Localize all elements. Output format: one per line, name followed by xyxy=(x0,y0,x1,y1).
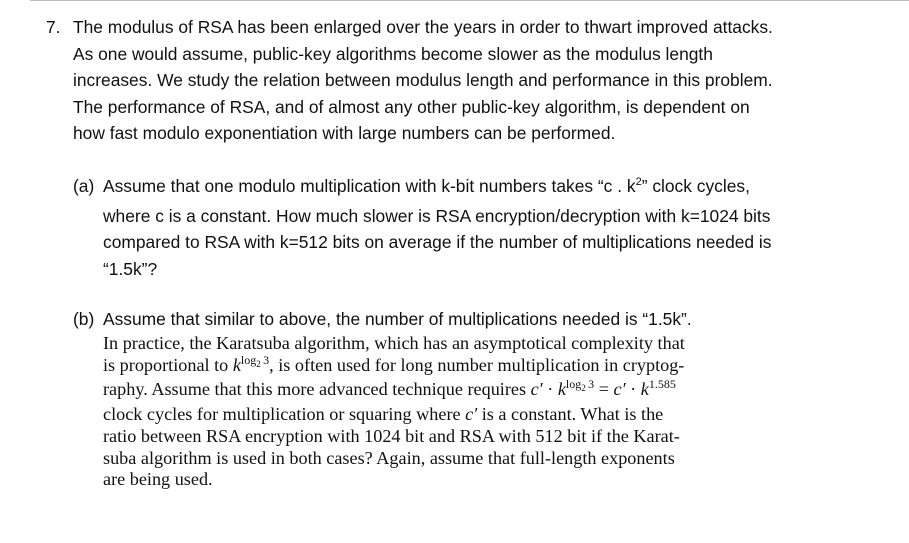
part-b-line: suba algorithm is used in both cases? Again, assume that full-length exponents xyxy=(103,447,675,468)
part-a-line: compared to RSA with k=512 bits on average if the number of multiplications needed is xyxy=(103,232,772,253)
part-b-line: clock cycles for multiplication or squaring where c′ is a constant. What is the xyxy=(103,404,664,425)
question-line: The modulus of RSA has been enlarged over the years in order to thwart improved attacks. xyxy=(73,17,773,37)
part-a-text xyxy=(103,173,863,282)
top-rule xyxy=(30,0,909,1)
question-number: 7. xyxy=(46,17,61,37)
part-b-label: (b) xyxy=(73,309,95,329)
part-b-line: raphy. Assume that this more advanced technique requires $c' \cdot k^{log_2 3} = c' \cdot k^{1.585}$ xyxy=(103,377,676,400)
part-b-line: In practice, the Karatsuba algorithm, which has an asymptotical complexity that xyxy=(103,333,685,353)
question-text xyxy=(73,14,873,147)
question-line: increases. We study the relation between modulus length and performance in this problem. xyxy=(73,70,773,91)
part-a-line: where c is a constant. How much slower is RSA encryption/decryption with k=1024 bits xyxy=(103,205,771,226)
part-a-line: Assume that one modulo multiplication with k-bit numbers takes “c . $k^2$” clock cycles, xyxy=(103,176,750,196)
question-line: As one would assume, public-key algorithms become slower as the modulus length xyxy=(73,43,713,64)
math-exponent: log2 3 xyxy=(565,377,595,394)
part-b-text xyxy=(103,333,763,491)
part-b-line: is proportional to $k^{log_2 3}$, is often used for long number multiplication in cryptog- xyxy=(103,352,685,375)
math-exponent: log2 3 xyxy=(240,352,270,369)
math-exponent: 1.585 xyxy=(648,377,676,392)
exponent: 2 xyxy=(635,176,642,188)
part-b-intro xyxy=(103,306,692,333)
part-b-line: ratio between RSA encryption with 1024 bit and RSA with 512 bit if the Karat- xyxy=(103,425,680,446)
math-k: k xyxy=(232,354,241,375)
part-b-line: are being used. xyxy=(103,469,213,490)
part-b-line: Assume that similar to above, the number of multiplications needed is “1.5k”. xyxy=(103,309,692,329)
part-a-line: “1.5k”? xyxy=(103,258,158,279)
part-a-label: (a) xyxy=(73,176,95,196)
question-line: how fast modulo exponentiation with large numbers can be performed. xyxy=(73,123,616,144)
question-line: The performance of RSA, and of almost any other public-key algorithm, is dependent on xyxy=(73,96,750,117)
